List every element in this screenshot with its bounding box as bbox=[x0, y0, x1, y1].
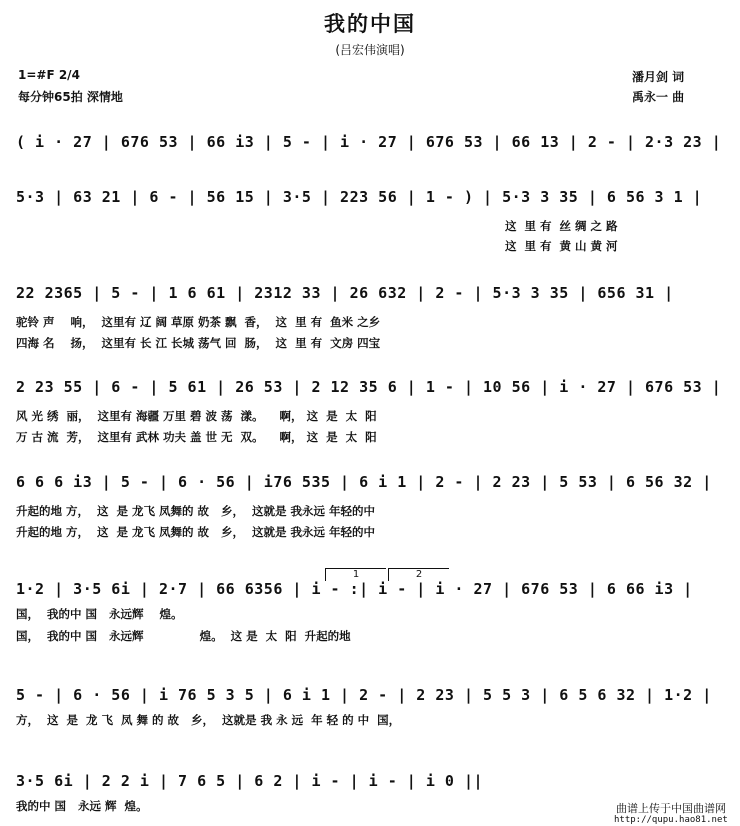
song-subtitle: (吕宏伟演唱) bbox=[335, 43, 405, 57]
lyric-row-3-verse-1: 驼铃 声 响， 这里有 辽 阔 草原 奶茶 飘 香， 这 里 有 鱼米 之乡 bbox=[16, 315, 381, 329]
volta-2-label: 2 bbox=[415, 569, 423, 580]
lyric-row-5-verse-1: 升起的地 方， 这 是 龙飞 凤舞的 故 乡， 这就是 我永远 年轻的中 bbox=[16, 504, 376, 518]
notation-row-7: 5 - | 6 · 56 | i 76 5 3 5 | 6 i 1 | 2 - | 2 23 | 5 5 3 | 6 5 6 32 | 1·2 | bbox=[16, 686, 712, 704]
composer-credit: 禹永一 曲 bbox=[632, 90, 685, 104]
lyric-row-2-verse-2: 这 里 有 黄 山 黄 河 bbox=[505, 239, 618, 253]
lyric-row-2-verse-1: 这 里 有 丝 绸 之 路 bbox=[505, 219, 618, 233]
notation-row-2: 5·3 | 63 21 | 6 - | 56 15 | 3·5 | 223 56 | 1 - ) | 5·3 3 35 | 6 56 3 1 | bbox=[16, 188, 703, 206]
lyric-row-6-verse-2: 国， 我的中 国 永远辉 煌。 这 是 太 阳 升起的地 bbox=[16, 629, 351, 643]
notation-row-1: ( i · 27 | 676 53 | 66 i3 | 5 - | i · 27 | 676 53 | 66 13 | 2 - | 2·3 23 | bbox=[16, 133, 722, 151]
notation-row-6: 1·2 | 3·5 6i | 2·7 | 66 6356 | i - :| i - | i · 27 | 676 53 | 6 66 i3 | bbox=[16, 580, 693, 598]
lyric-row-5-verse-2: 升起的地 方， 这 是 龙飞 凤舞的 故 乡， 这就是 我永远 年轻的中 bbox=[16, 525, 376, 539]
notation-row-5: 6 6 6 i3 | 5 - | 6 · 56 | i76 535 | 6 i 1 | 2 - | 2 23 | 5 53 | 6 56 32 | bbox=[16, 473, 712, 491]
footer-site-url: http://qupu.hao81.net bbox=[614, 815, 728, 825]
notation-row-4: 2 23 55 | 6 - | 5 61 | 26 53 | 2 12 35 6 | 1 - | 10 56 | i · 27 | 676 53 | bbox=[16, 378, 722, 396]
notation-row-3: 22 2365 | 5 - | 1 6 61 | 2312 33 | 26 632 | 2 - | 5·3 3 35 | 656 31 | bbox=[16, 284, 674, 302]
lyric-row-3-verse-2: 四海 名 扬， 这里有 长 江 长城 荡气 回 肠， 这 里 有 文房 四宝 bbox=[16, 336, 381, 350]
tempo-marking: 每分钟65拍 深情地 bbox=[18, 90, 123, 104]
lyric-row-8: 我的中 国 永远 辉 煌。 bbox=[16, 799, 148, 813]
key-signature: 1=#F 2/4 bbox=[18, 68, 80, 82]
lyric-row-4-verse-2: 万 古 流 芳， 这里有 武林 功夫 盖 世 无 双。 啊， 这 是 太 阳 bbox=[16, 430, 377, 444]
volta-1-label: 1 bbox=[352, 569, 360, 580]
notation-row-8: 3·5 6i | 2 2 i | 7 6 5 | 6 2 | i - | i - | i 0 || bbox=[16, 772, 484, 790]
lyric-row-4-verse-1: 风 光 绣 丽， 这里有 海疆 万里 碧 波 荡 漾。 啊， 这 是 太 阳 bbox=[16, 409, 377, 423]
song-title: 我的中国 bbox=[324, 12, 416, 36]
lyricist-credit: 潘月剑 词 bbox=[632, 70, 685, 84]
lyric-row-6-verse-1: 国， 我的中 国 永远辉 煌。 bbox=[16, 607, 183, 621]
footer-site-name: 曲谱上传于中国曲谱网 bbox=[616, 802, 726, 815]
lyric-row-7: 方， 这 是 龙 飞 凤 舞 的 故 乡， 这就是 我 永 远 年 轻 的 中 国， bbox=[16, 713, 401, 727]
